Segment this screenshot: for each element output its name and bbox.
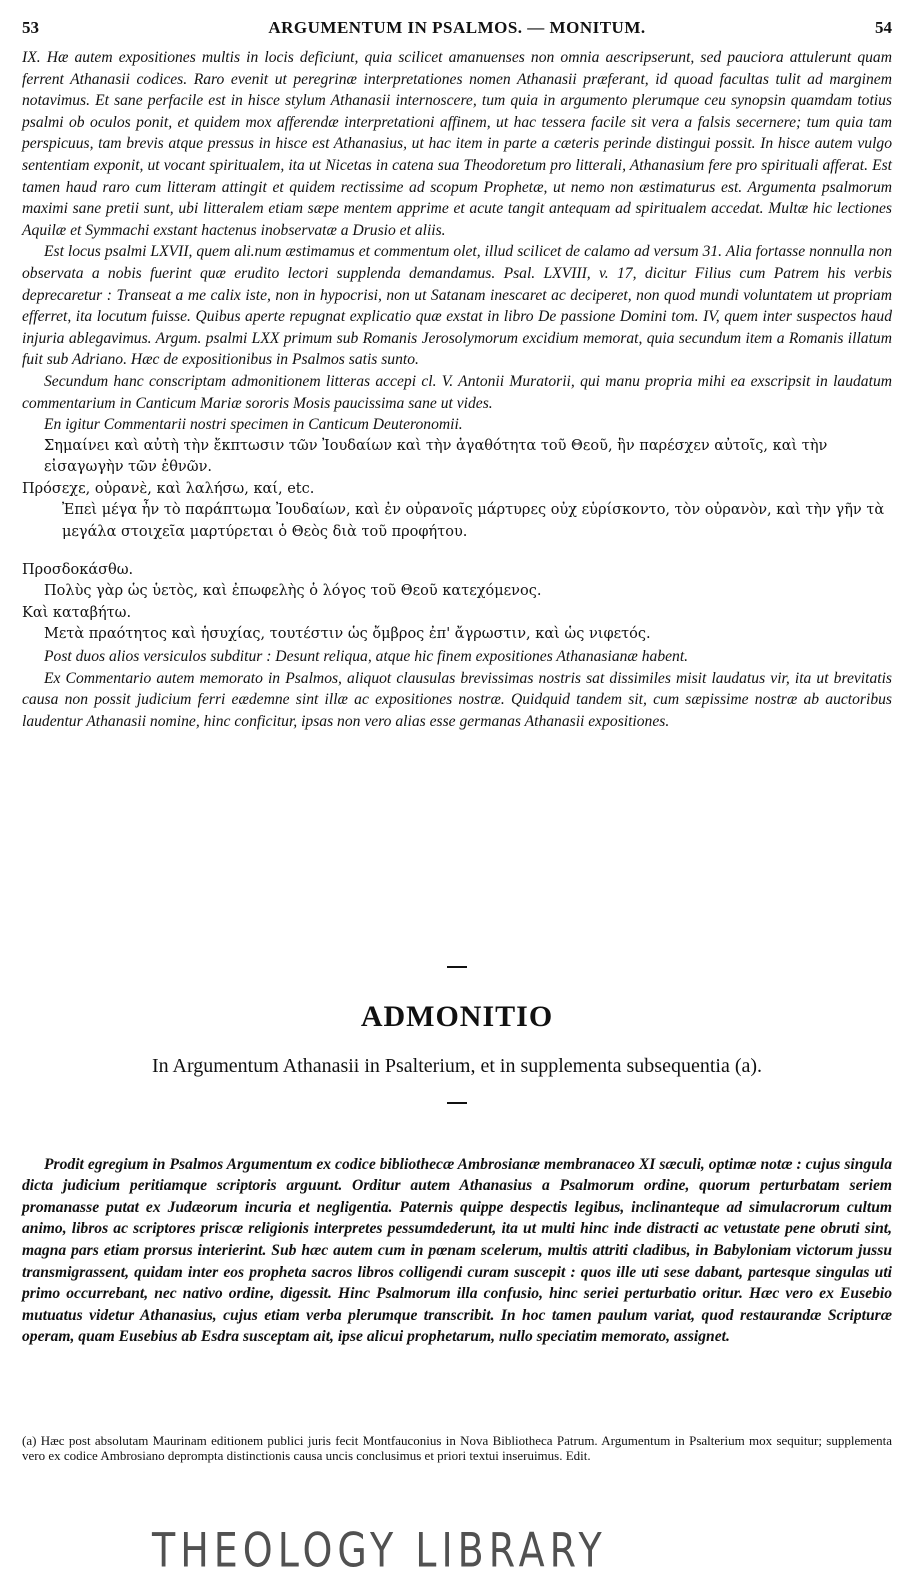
greek-line: Προσδοκάσθω. [22,561,134,578]
paragraph-ix: IX. Hæ autem expositiones multis in locis deficiunt, quia scilicet amanuenses non omnia aescripserunt, sed pauciora attulerunt quam ferrent Athanasii codices. Raro evenit ut peregrinæ interpretationes nomen Athanasii præferant, id quoad facultas tulit ad marginem notavimus. Et sane perfacile est in hisce stylum Athanasii internoscere, tum quia in argumento plerumque ceu synopsin quamdam totius psalmi ob oculos ponit, et quidem mox afferendæ interpretationi affinem, ut hac tessera facile sit vera a falsis secernere; tum quia tam perspicuus, tam brevis atque pressus in hisce est Athanasius, ut hac item in parte a cæteris perinde distingui possit. In hisce autem vulgo sententiam exponit, ut vocant spiritualem, ita ut Nicetas in catena sua Theodoretum pro litterali, Athanasium fere pro spirituali afferat. Est tamen haud raro cum litteram attingit et quidem rectissime ad scopum Prophetæ, ut nemo non æstimaturus est. Argumenta psalmorum maximi sane pretii sunt, ubi litteralem etiam sæpe mentem apprime et acute tangit antequam ad spiritualem accedat. Multæ hic lectiones Aquilæ et Symmachi exstant hactenus inobservatæ a Drusio et aliis. [22,49,892,239]
admonitio-subtitle: In Argumentum Athanasii in Psalterium, et in supplementa subsequentia (a). [151,1055,763,1077]
footnote: (a) Hæc post absolutam Maurinam editionem publici juris fecit Montfauconius in Nova Bibliotheca Patrum. Argumentum in Psalterium mox sequitur; supplementa vero ex codice Ambrosiano deprompta distinctionis causa uncis conclusimus et priori textui inseruimus. Edit. [22,1433,892,1463]
admonitio-body: Prodit egregium in Psalmos Argumentum ex codice bibliothecæ Ambrosianæ membranaceo XI sæculi, optimæ notæ : cujus singula dicta judicium peritiamque scriptoris arguunt. Orditur autem Athanasius a Psalmorum ordine, quorum perturbatam seriem promanasse putat ex Judæorum incuria et negligentia. Paternis quippe despectis legibus, inclinanteque ad simulacrorum cultum animo, libros ac scriptores priscæ religionis interpretes pessumdederunt, ita ut multi hinc inde distracti ac vetustate pene obruti sint, magna pars etiam prorsus interierint. Sub hæc autem cum in pœnam scelerum, multis attriti cladibus, in Babyloniam victorum jussu transmigrassent, quidam inter eos propheta sacros libros colligendi curam suscepit : quos ille uti sese dabant, partesque singulas uti primo occurrebant, nec nativo ordine, digessit. Hinc Psalmorum illa confusio, hinc seriei perturbatio oritur. Hæc vero ex Eusebio mutuatus videtur Athanasius, cujus etiam verba plerumque transcribit. In hoc tamen paulum variat, quod restaurandæ Scripturæ operam, quam Eusebius ab Esdra susceptam ait, ipse alicui prophetarum, nullo speciatim memorato, assignet. [22,1155,892,1346]
divider [447,1102,467,1104]
library-stamp: THEOLOGY LIBRARY [152,1522,607,1578]
divider [447,966,467,968]
greek-line: Σημαίνει καὶ αὐτὴ τὴν ἔκπτωσιν τῶν Ἰουδαίων καὶ τὴν ἀγαθότητα τοῦ Θεοῦ, ἣν παρέσχεν αὐτοῖς, καὶ τὴν εἰσαγωγὴν τῶν ἐθνῶν. [44,437,828,476]
paragraph-closing: Ex Commentario autem memorato in Psalmos, aliquot clausulas brevissimas nostris sat dissimiles misit laudatus vir, ita ut brevitatis causa non possit judicium ferri eædemne sint illæ ac expositiones nostræ. Quidquid tandem sit, cum sæpissime nostræ ab auctoribus laudentur Athanasii nomine, hinc conficitur, ipsas non vero alias esse germanas Athanasii expositiones. [22,669,892,730]
greek-line: Ἐπεὶ μέγα ἦν τὸ παράπτωμα Ἰουδαίων, καὶ ἐν οὐρανοῖς μάρτυρες οὐχ εὑρίσκοντο, τὸν οὐρανὸν, καὶ τὴν γῆν τὰ μεγάλα στοιχεῖα μαρτύρεται ὁ Θεὸς διὰ τοῦ προφήτου. [62,502,885,541]
admonitio-title: ADMONITIO [360,1000,554,1033]
greek-line: Πρόσεχε, οὐρανὲ, καὶ λαλήσω, καί, etc. [22,480,315,497]
paragraph-locus: Est locus psalmi LXVII, quem ali.num æstimamus et commentum olet, illud scilicet de calamo ad versum 31. Alia fortasse nonnulla non observata a nobis fuerint quæ erudito lectori supplenda demandamus. Psal. LXVIII, v. 17, dicitur Filius cum Patrem his verbis deprecaretur : Transeat a me calix iste, non in hypocrisi, non ut Satanam inescaret ac deciperet, non quod mundi voluntatem ut propriam efferret, ita locutum fuisse. Quibus aperte repugnat explicatio quæ exstat in libro De passione Domini tom. IV, quem inter suspectos haud injuria ablegavimus. Argum. psalmi LXX primum sub Romanis Jerosolymorum excidium memorat, quia secundum item a Romanis illatum fuit sub Adriano. Hæc de expositionibus in Psalmos satis sunto. [22,243,892,369]
running-header [22,18,892,40]
greek-line: Μετὰ πραότητος καὶ ἡσυχίας, τουτέστιν ὡς ὄμβρος ἐπ' ἄγρωστιν, καὶ ὡς νιφετός. [44,626,651,643]
paragraph-closing: Post duos alios versiculos subditur : Desunt reliqua, atque hic finem expositiones Athanasianæ habent. [44,648,689,666]
paragraph-muratori: Secundum hanc conscriptam admonitionem litteras accepi cl. V. Antonii Muratorii, qui manu propria mihi ea exscripsit in laudatum commentarium in Canticum Mariæ sororis Mosis paucissima sane ut vides. [22,372,892,412]
right-page-number: 54 [875,18,892,37]
left-page-number: 53 [22,18,39,37]
running-title: ARGUMENTUM IN PSALMOS. — MONITUM. [268,18,646,37]
paragraph-specimen: En igitur Commentarii nostri specimen in Canticum Deuteronomii. [44,416,463,434]
monitum-body [22,47,892,732]
greek-line: Πολὺς γὰρ ὡς ὑετὸς, καὶ ἐπωφελὴς ὁ λόγος τοῦ Θεοῦ κατεχόμενος. [44,583,542,600]
greek-line: Καὶ καταβήτω. [22,604,132,621]
